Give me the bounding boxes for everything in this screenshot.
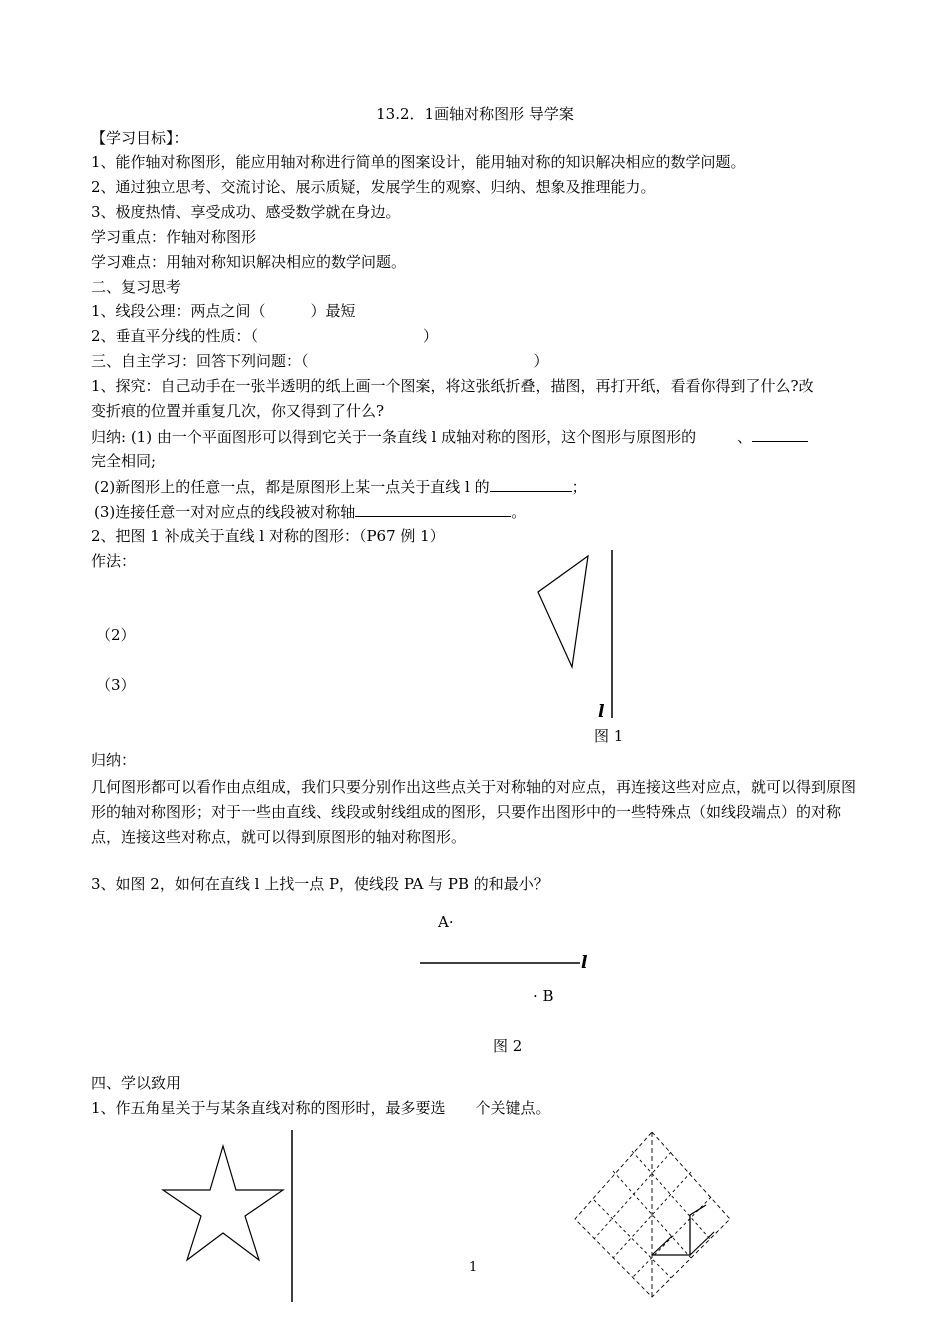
summary-3-text: (3)连接任意一对对应点的线段被对称轴	[94, 503, 356, 521]
figure-1-caption: 图 1	[594, 727, 624, 745]
objective-item: 3、极度热情、享受成功、感受数学就在身边。	[91, 203, 401, 221]
summary-1-separator: 、	[736, 428, 752, 446]
summary-1-text: 归纳: (1) 由一个平面图形可以得到它关于一条直线 l 成轴对称的图形，这个图形与原图形的	[91, 428, 697, 446]
step-2-label: （2）	[96, 626, 136, 644]
self-study-heading: 三、自主学习：回答下列问题：（ ）	[91, 352, 549, 370]
objectives-heading: 【学习目标】：	[91, 129, 189, 147]
figure-1-triangle	[538, 556, 588, 667]
task-3: 3、如图 2，如何在直线 l 上找一点 P，使线段 PA 与 PB 的和最小？	[91, 875, 549, 893]
review-question-1: 1、线段公理：两点之间（ ）最短	[91, 302, 356, 320]
difficulty: 学习难点：用轴对称知识解决相应的数学问题。	[91, 253, 407, 271]
apply-heading: 四、学以致用	[91, 1074, 182, 1092]
key-point: 学习重点：作轴对称图形	[91, 228, 257, 246]
summary-1-end: 完全相同;	[91, 452, 157, 470]
figure-2-point-a: A·	[438, 913, 454, 931]
figure-2-line-label: l	[581, 953, 588, 973]
apply-question-1: 1、作五角星关于与某条直线对称的图形时，最多要选 个关键点。	[91, 1099, 551, 1117]
step-3-label: （3）	[96, 676, 136, 694]
explore-line-2: 变折痕的位置并重复几次，你又得到了什么?	[91, 402, 385, 420]
conclusion-heading: 归纳：	[91, 751, 137, 769]
diamond-grid	[575, 1132, 730, 1297]
explore-line-1: 1、探究：自己动手在一张半透明的纸上画一个图案，将这张纸折叠，描图，再打开纸，看看你得到了什么?改	[91, 377, 814, 395]
figure-1-line-label: l	[598, 702, 605, 722]
objective-item: 1、能作轴对称图形，能应用轴对称进行简单的图案设计，能用轴对称的知识解决相应的数学问题。	[91, 153, 746, 171]
review-heading: 二、复习思考	[91, 278, 182, 296]
page-title: 13.2．1画轴对称图形 导学案	[376, 105, 574, 123]
objective-item: 2、通过独立思考、交流讨论、展示质疑，发展学生的观察、归纳、想象及推理能力。	[91, 178, 656, 196]
page-number: 1	[469, 1260, 478, 1275]
summary-2-text: (2)新图形上的任意一点，都是原图形上某一点关于直线 l 的	[94, 478, 490, 496]
task-2: 2、把图 1 补成关于直线 l 对称的图形：（P67 例 1）	[91, 527, 445, 545]
summary-2-end: ；	[571, 478, 587, 496]
figure-2-caption: 图 2	[493, 1037, 523, 1055]
conclusion-text: 几何图形都可以看作由点组成，我们只要分别作出这些点关于对称轴的对应点，再连接这些对应点，就可以得到原图形的轴对称图形；对于一些由直线、线段或射线组成的图形，只要作出图形中的一些特殊点（如线段端点）的对称点，连接这些对称点，就可以得到原图形的轴对称图形。	[91, 778, 857, 846]
star-shape	[163, 1146, 283, 1260]
figure-2-point-b: · B	[533, 987, 554, 1005]
summary-3-end: 。	[511, 503, 527, 521]
review-question-2: 2、垂直平分线的性质：（ ）	[91, 327, 439, 345]
method-label: 作法：	[91, 552, 137, 570]
